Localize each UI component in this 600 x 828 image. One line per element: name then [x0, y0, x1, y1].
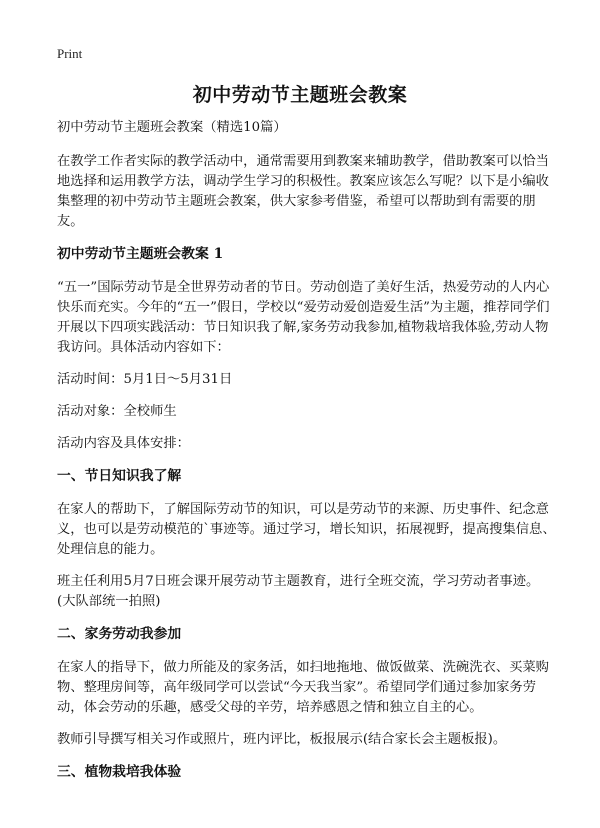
page-title: 初中劳动节主题班会教案	[192, 84, 408, 106]
document-subtitle: 初中劳动节主题班会教案（精选10篇）	[57, 120, 287, 135]
part2-paragraph-2: 教师引导撰写相关习作或照片，班内评比，板报展示(结合家长会主题板报)。	[57, 732, 507, 747]
section-heading-1: 初中劳动节主题班会教案 1	[57, 246, 224, 262]
section1-paragraph: “五一”国际劳动节是全世界劳动者的节日。劳动创造了美好生活，热爱劳动的人内心快乐而充实。今年的“五一”假日，学校以“爱劳动爱创造爱生活”为主题，推荐同学们开展以下四项实践活动：节日知识我了解,家务劳动我参加,植物栽培我体验,劳动人物我访问。具体活动内容如下：	[57, 280, 550, 355]
part1-heading: 一、节日知识我了解	[57, 468, 182, 484]
part1-paragraph-1: 在家人的帮助下，了解国际劳动节的知识，可以是劳动节的来源、历史事件、纪念意义，也可以是劳动模范的`事迹等。通过学习，增长知识，拓展视野，提高搜集信息、处理信息的能力。	[57, 502, 556, 557]
part3-heading: 三、植物栽培我体验	[57, 764, 182, 780]
part2-heading: 二、家务劳动我参加	[57, 626, 182, 642]
activity-target: 活动对象：全校师生	[57, 404, 177, 419]
activity-time: 活动时间：5月1日～5月31日	[57, 372, 233, 387]
part2-paragraph-1: 在家人的指导下，做力所能及的家务活，如扫地拖地、做饭做菜、洗碗洗衣、买菜购物、整理房间等，高年级同学可以尝试“今天我当家”。希望同学们通过参加家务劳动，体会劳动的乐趣，感受父母的辛劳，培养感恩之情和独立自主的心。	[57, 660, 549, 715]
intro-paragraph: 在教学工作者实际的教学活动中，通常需要用到教案来辅助教学，借助教案可以恰当地选择和运用教学方法，调动学生学习的积极性。教案应该怎么写呢？以下是小编收集整理的初中劳动节主题班会教案，供大家参考借鉴，希望可以帮助到有需要的朋友。	[57, 154, 549, 229]
print-link[interactable]: Print	[57, 46, 83, 61]
part1-paragraph-2: 班主任利用5月7日班会课开展劳动节主题教育，进行全班交流，学习劳动者事迹。(大队部统一拍照)	[57, 574, 540, 609]
document-body	[57, 118, 557, 796]
activity-content-label: 活动内容及具体安排：	[57, 436, 190, 451]
